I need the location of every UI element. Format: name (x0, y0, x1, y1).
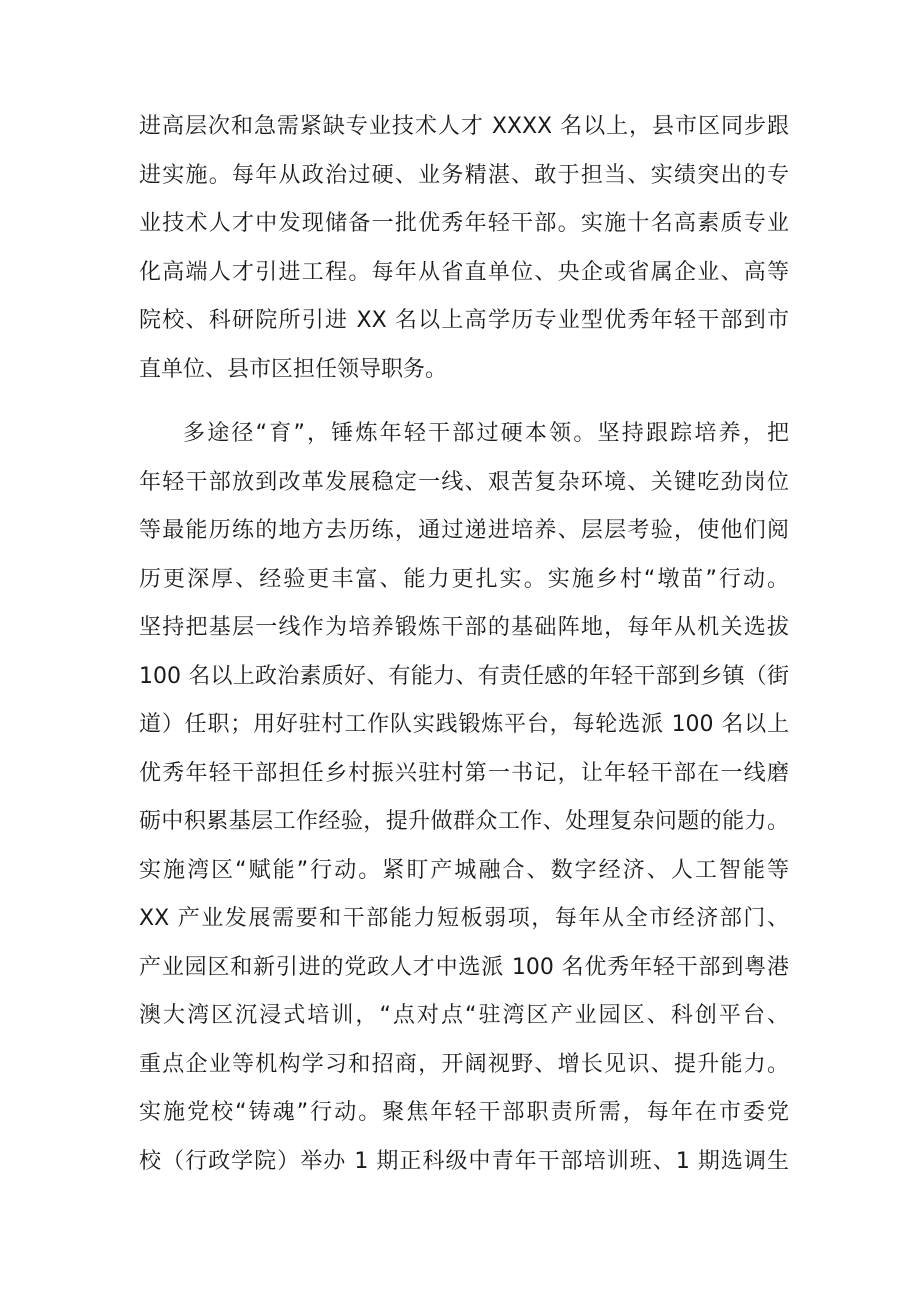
text-line: 道）任职；用好驻村工作队实践锻炼平台，每轮选派 100 名以上 (139, 712, 789, 737)
text-line: 直单位、县市区担任领导职务。 (139, 356, 448, 382)
text-line: 校（行政学院）举办 1 期正科级中青年干部培训班、1 期选调生 (139, 1148, 789, 1174)
paragraph (139, 103, 789, 394)
text-line: 优秀年轻干部担任乡村振兴驻村第一书记，让年轻干部在一线磨 (139, 760, 789, 786)
text-line: 实施党校“铸魂”行动。聚焦年轻干部职责所需，每年在市委党 (139, 1100, 789, 1125)
text-line: 砺中积累基层工作经验，提升做群众工作、处理复杂问题的能力。 (139, 809, 789, 834)
text-line: 实施湾区“赋能”行动。紧盯产城融合、数字经济、人工智能等 (139, 857, 789, 883)
text-line: 业技术人才中发现储备一批优秀年轻干部。实施十名高素质专业 (139, 211, 789, 236)
text-line: 历更深厚、经验更丰富、能力更扎实。实施乡村“墩苗”行动。 (139, 566, 789, 592)
text-line: 重点企业等机构学习和招商，开阔视野、增长见识、提升能力。 (139, 1051, 789, 1077)
text-line: 多途径“育”，锤炼年轻干部过硬本领。坚持跟踪培养，把 (183, 421, 789, 446)
text-line: XX 产业发展需要和干部能力短板弱项，每年从全市经济部门、 (139, 906, 789, 931)
text-line: 100 名以上政治素质好、有能力、有责任感的年轻干部到乡镇（街 (139, 663, 789, 689)
paragraph (139, 410, 789, 1186)
text-line: 澳大湾区沉浸式培训，“点对点“驻湾区产业园区、科创平台、 (139, 1003, 789, 1028)
paragraph-gap (139, 394, 789, 410)
text-line: 产业园区和新引进的党政人才中选派 100 名优秀年轻干部到粤港 (139, 954, 789, 980)
text-line: 等最能历练的地方去历练，通过递进培养、层层考验，使他们阅 (139, 518, 789, 543)
text-line: 院校、科研院所引进 XX 名以上高学历专业型优秀年轻干部到市 (139, 308, 789, 333)
text-line: 进高层次和急需紧缺专业技术人才 XXXX 名以上，县市区同步跟 (139, 114, 789, 139)
text-line: 坚持把基层一线作为培养锻炼干部的基础阵地，每年从机关选拔 (139, 615, 789, 640)
document-body (139, 103, 789, 1186)
text-line: 进实施。每年从政治过硬、业务精湛、敢于担当、实绩突出的专 (139, 162, 789, 188)
text-line: 化高端人才引进工程。每年从省直单位、央企或省属企业、高等 (139, 259, 789, 285)
text-line: 年轻干部放到改革发展稳定一线、艰苦复杂环境、关键吃劲岗位 (139, 469, 789, 495)
